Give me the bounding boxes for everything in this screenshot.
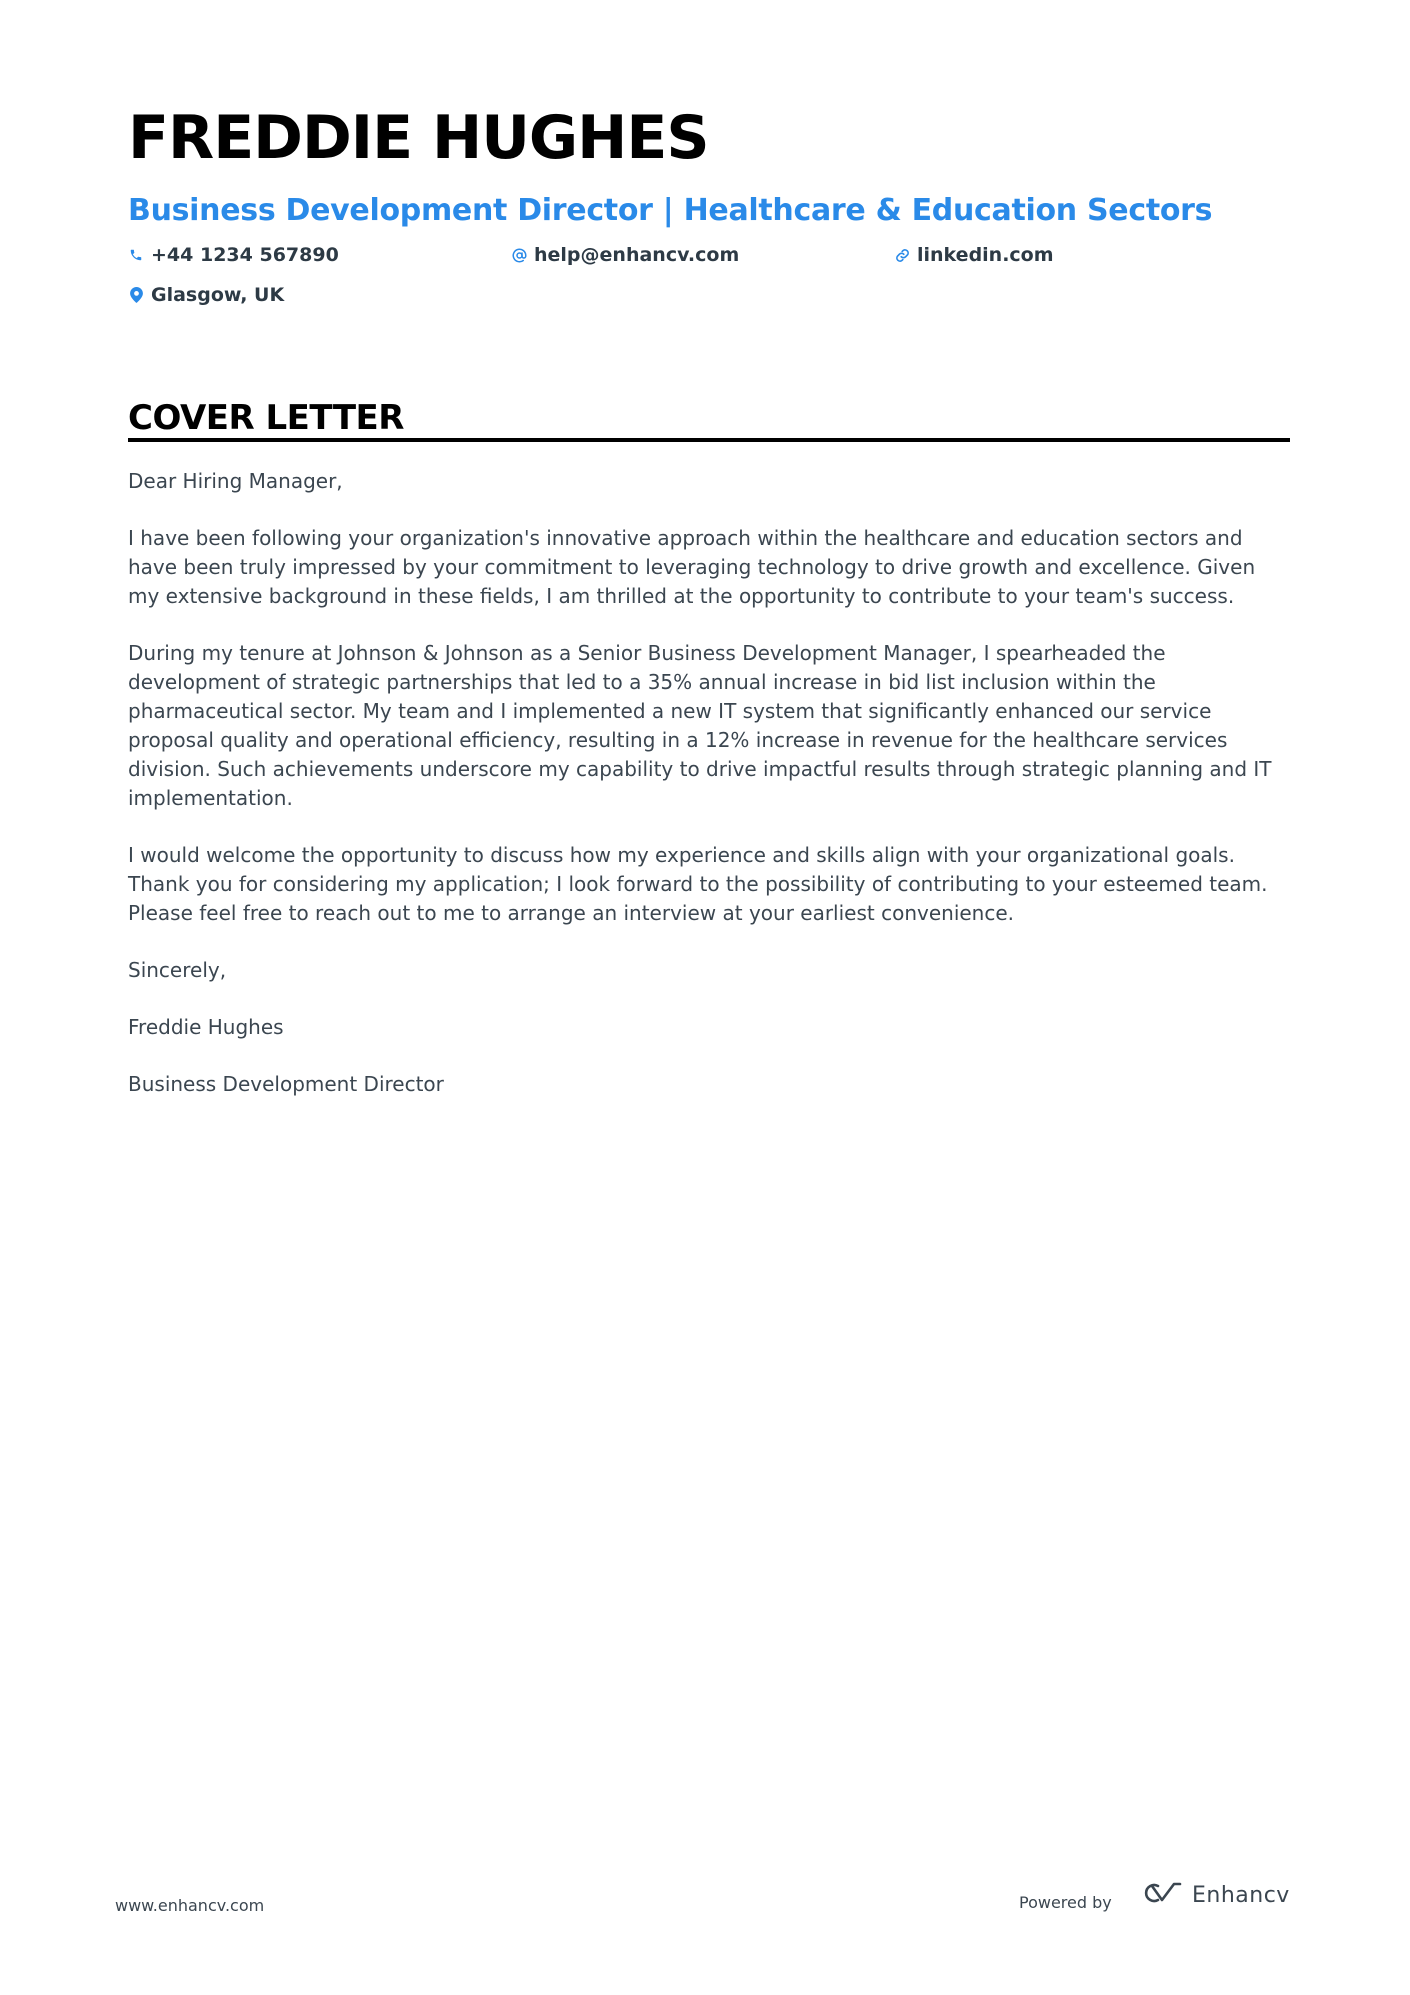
letter-paragraph: I have been following your organization's innovative approach within the healthcare and education sectors and have been truly impressed by your commitment to leveraging technology to drive growth and excellence. Given my extensive background in these fields, I am thrilled at the opportunity to contribute to your team's success. <box>128 526 1256 608</box>
section-divider <box>128 438 1290 442</box>
brand-name: Enhancv <box>1192 1882 1290 1908</box>
phone-icon <box>128 246 144 264</box>
at-sign-icon <box>511 246 527 264</box>
footer-url[interactable]: www.enhancv.com <box>115 1896 265 1915</box>
applicant-name: FREDDIE HUGHES <box>128 103 709 173</box>
location-pin-icon <box>128 286 144 304</box>
signature-title: Business Development Director <box>128 1072 444 1096</box>
link-text: linkedin.com <box>917 244 1054 266</box>
letter-paragraph: I would welcome the opportunity to discuss how my experience and skills align with your organizational goals. Thank you for considering my application; I look forward to the possibility of contributing to your esteemed team. Please feel free to reach out to me to arrange an interview at your earliest convenience. <box>128 843 1268 925</box>
contact-location <box>128 284 284 306</box>
location-text: Glasgow, UK <box>151 284 285 306</box>
email-text: help@enhancv.com <box>534 244 740 266</box>
powered-by-label: Powered by <box>1019 1893 1112 1912</box>
phone-text: +44 1234 567890 <box>151 244 339 266</box>
contact-phone <box>128 244 339 266</box>
letter-closing: Sincerely, <box>128 958 227 982</box>
link-icon <box>894 246 910 264</box>
section-title: COVER LETTER <box>128 398 404 438</box>
applicant-headline: Business Development Director | Healthcare & Education Sectors <box>128 193 1213 228</box>
enhancv-logo-icon <box>1138 1880 1184 1910</box>
contact-link <box>894 244 1054 266</box>
letter-body <box>128 467 1290 1127</box>
letter-greeting: Dear Hiring Manager, <box>128 469 343 493</box>
letter-paragraph: During my tenure at Johnson & Johnson as a Senior Business Development Manager, I spearheaded the development of strategic partnerships that led to a 35% annual increase in bid list inclusion within the pharmaceutical sector. My team and I implemented a new IT system that significantly enhanced our service proposal quality and operational efficiency, resulting in a 12% increase in revenue for the healthcare services division. Such achievements underscore my capability to drive impactful results through strategic planning and IT implementation. <box>128 641 1272 810</box>
contact-email <box>511 244 739 266</box>
signature-name: Freddie Hughes <box>128 1015 284 1039</box>
brand-logo[interactable] <box>1138 1880 1290 1910</box>
